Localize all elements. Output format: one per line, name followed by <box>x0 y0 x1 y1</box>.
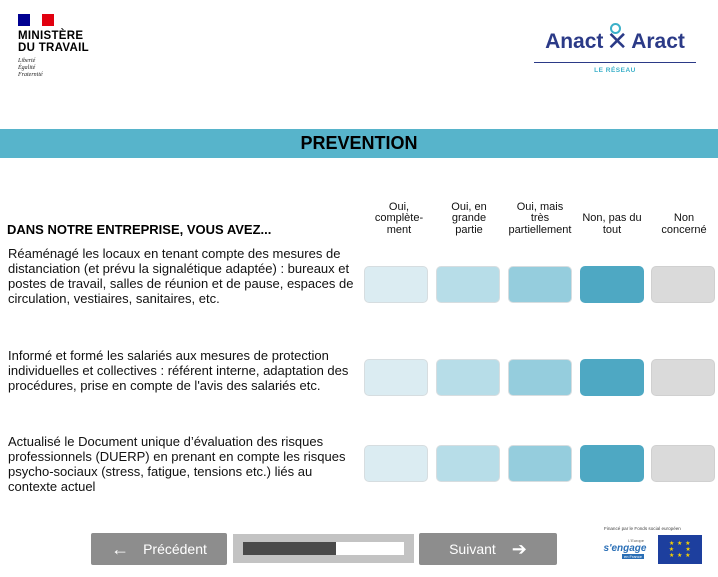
q2-option-oui-completement[interactable] <box>364 359 428 396</box>
anact-aract-logo <box>532 26 698 74</box>
q3-option-non-pas-du-tout[interactable] <box>580 445 644 482</box>
europe-logo-big: s'engage <box>603 542 647 554</box>
q1-option-oui-completement[interactable] <box>364 266 428 303</box>
q1-option-non-pas-du-tout[interactable] <box>580 266 644 303</box>
col4-line1: Non, pas du <box>582 212 642 224</box>
column-header-oui-grande-partie <box>434 196 504 236</box>
motto-fraternite: Fraternité <box>18 72 43 78</box>
section-label: DANS NOTRE ENTREPRISE, VOUS AVEZ... <box>7 222 272 237</box>
q3-option-oui-completement[interactable] <box>364 445 428 482</box>
col2-line3: partie <box>455 223 483 236</box>
section-title-bar <box>0 129 718 158</box>
q3-option-oui-partiellement[interactable] <box>508 445 572 482</box>
ministry-name-line1: MINISTÈRE <box>18 30 84 42</box>
q2-option-non-concerne[interactable] <box>651 359 715 396</box>
progress-fill <box>243 542 336 555</box>
col3-line1: Oui, mais <box>516 200 564 213</box>
ministry-name <box>18 30 89 54</box>
logo-underline <box>534 62 696 63</box>
col3-line3: partiellement <box>508 223 572 236</box>
question-1-text: Réaménagé les locaux en tenant compte des mesures de distanciation (et prévu la signalétique adaptée) : bureaux et postes de travail, salles de réunion et de pause, espaces de circulation, vestiaires, sanitaires, etc. <box>8 246 354 306</box>
next-button[interactable] <box>419 533 557 565</box>
europe-logo-small: L'Europe <box>628 537 644 543</box>
q2-option-oui-grande-partie[interactable] <box>436 359 500 396</box>
q1-option-oui-grande-partie[interactable] <box>436 266 500 303</box>
col1-line1: Oui, <box>388 200 410 213</box>
column-header-non-pas-du-tout <box>577 196 647 236</box>
col5-line1: Non <box>673 212 695 224</box>
eu-stars-icon: ★ ★ ★ ★ ★ ★ ★ ★ <box>668 541 692 559</box>
logo-aract-text: Aract <box>631 29 685 53</box>
previous-button[interactable] <box>91 533 227 565</box>
col1-line3: ment <box>386 223 412 236</box>
col2-line1: Oui, en <box>451 200 487 213</box>
col3-line2: très <box>530 212 550 224</box>
french-flag-icon <box>18 14 54 26</box>
question-2-text: Informé et formé les salariés aux mesures de protection individuelles et collectives : référent interne, adaptation des procédures, prise en compte de l'avis des salariés etc. <box>8 348 349 393</box>
ministry-motto <box>18 58 89 79</box>
q1-option-oui-partiellement[interactable] <box>508 266 572 303</box>
motto-liberte: Liberté <box>18 58 36 64</box>
column-header-non-concerne <box>649 196 718 236</box>
previous-button-label: Précédent <box>143 541 207 557</box>
next-button-label: Suivant <box>449 541 496 557</box>
q3-option-oui-grande-partie[interactable] <box>436 445 500 482</box>
page-title: PREVENTION <box>300 133 418 153</box>
q3-option-non-concerne[interactable] <box>651 445 715 482</box>
ministry-name-line2: DU TRAVAIL <box>18 42 89 54</box>
ministry-logo <box>18 14 89 79</box>
q2-option-oui-partiellement[interactable] <box>508 359 572 396</box>
eu-flag-icon <box>658 535 702 564</box>
column-header-oui-partiellement <box>505 196 575 236</box>
q1-option-non-concerne[interactable] <box>651 266 715 303</box>
funding-text: Financé par le Fonds social européen <box>604 526 681 531</box>
progress-track <box>243 542 404 555</box>
logo-ring-icon <box>610 23 621 34</box>
europe-sengage-logo <box>603 537 647 559</box>
col4-line2: tout <box>602 223 622 236</box>
col5-line2: concerné <box>661 223 707 236</box>
q2-option-non-pas-du-tout[interactable] <box>580 359 644 396</box>
question-3-text: Actualisé le Document unique d’évaluation des risques professionnels (DUERP) en prenant en compte les risques psycho-sociaux (stress, fatigue, tensions etc.) liés au contexte actuel <box>8 434 346 494</box>
logo-anact-text: Anact <box>545 29 604 53</box>
col1-line2: complète- <box>374 212 424 224</box>
logo-tagline: LE RÉSEAU <box>594 67 636 74</box>
arrow-left-icon: ← <box>111 538 130 559</box>
col2-line2: grande <box>451 212 487 224</box>
progress-bar <box>233 534 414 563</box>
logo-x-icon: ✕ <box>606 26 629 56</box>
europe-logo-sub: en France <box>623 553 642 559</box>
column-header-oui-completement <box>364 196 434 236</box>
motto-egalite: Égalité <box>18 65 36 71</box>
arrow-right-icon: ➔ <box>511 538 527 559</box>
